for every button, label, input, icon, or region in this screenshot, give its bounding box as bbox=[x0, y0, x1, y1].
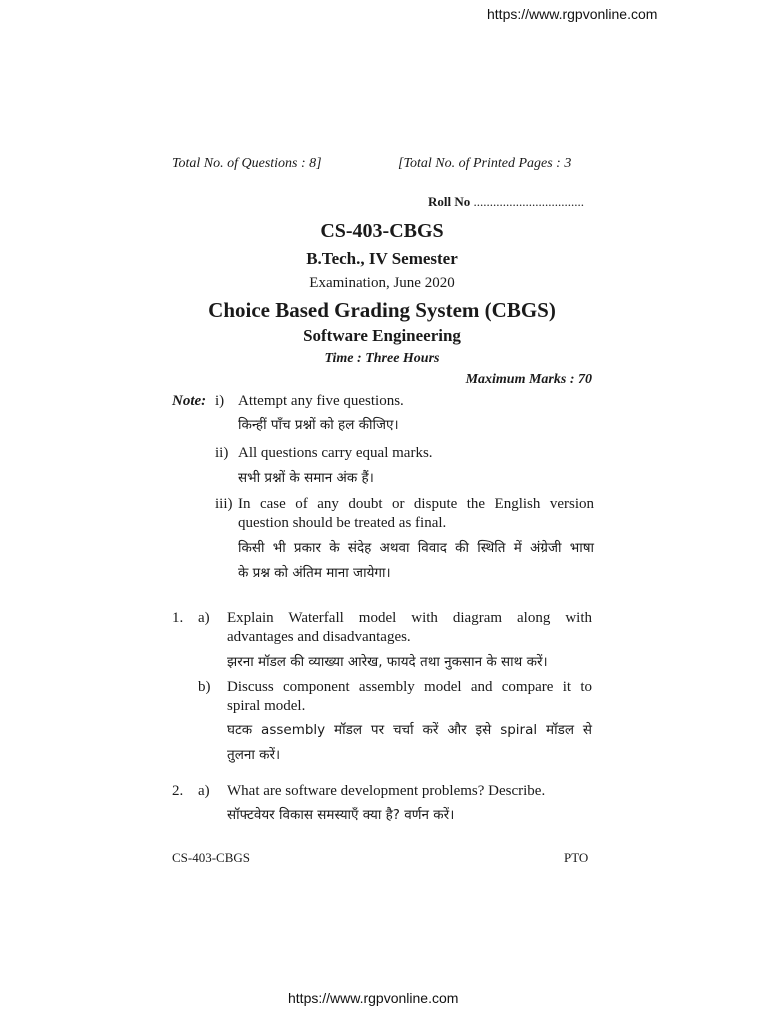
question-text-hi: झरना मॉडल की व्याख्या आरेख, फायदे तथा नुकसान के साथ करें। bbox=[227, 654, 548, 670]
note-text-en: All questions carry equal marks. bbox=[238, 445, 433, 461]
watermark-url-top: https://www.rgpvonline.com bbox=[487, 6, 658, 22]
note-text-hi: के प्रश्न को अंतिम माना जायेगा। bbox=[238, 565, 391, 581]
note-number: iii) bbox=[215, 496, 233, 512]
exam-duration: Time : Three Hours bbox=[324, 351, 440, 366]
note-text-hi: सभी प्रश्नों के समान अंक हैं। bbox=[238, 470, 374, 486]
footer-pto: PTO bbox=[564, 850, 589, 865]
note-number: ii) bbox=[215, 445, 229, 461]
question-part-label: b) bbox=[198, 679, 211, 695]
question-text-hi: घटक assembly मॉडल पर चर्चा करें और इसे spiral मॉडल से bbox=[227, 722, 592, 738]
roll-number-dots: .................................. bbox=[470, 194, 584, 209]
question-text-hi: सॉफ्टवेयर विकास समस्याएँ क्या है? वर्णन करें। bbox=[227, 807, 455, 823]
note-text-hi: किन्हीं पाँच प्रश्नों को हल कीजिए। bbox=[238, 417, 399, 433]
total-questions: Total No. of Questions : 8] bbox=[172, 156, 322, 171]
question-text-en: Discuss component assembly model and compare it to bbox=[227, 679, 592, 695]
exam-session: Examination, June 2020 bbox=[309, 275, 455, 291]
footer-paper-code: CS-403-CBGS bbox=[172, 850, 251, 865]
question-part-label: a) bbox=[198, 610, 210, 626]
question-text-en: advantages and disadvantages. bbox=[227, 629, 411, 645]
note-label: Note: bbox=[172, 393, 207, 409]
question-text-en: spiral model. bbox=[227, 698, 306, 714]
course-title: B.Tech., IV Semester bbox=[306, 249, 458, 268]
roll-number-label: Roll No bbox=[428, 194, 471, 209]
grading-system-title: Choice Based Grading System (CBGS) bbox=[208, 298, 556, 322]
question-text-hi: तुलना करें। bbox=[227, 747, 281, 763]
roll-number-field bbox=[428, 194, 584, 210]
question-number: 1. bbox=[172, 610, 184, 626]
note-text-en: Attempt any five questions. bbox=[238, 393, 404, 409]
note-text-en: In case of any doubt or dispute the English version bbox=[238, 496, 594, 512]
note-number: i) bbox=[215, 393, 225, 409]
maximum-marks: Maximum Marks : 70 bbox=[465, 372, 592, 387]
note-text-hi: किसी भी प्रकार के संदेह अथवा विवाद की स्थिति में अंग्रेजी भाषा bbox=[238, 540, 594, 556]
subject-title: Software Engineering bbox=[303, 326, 461, 345]
question-part-label: a) bbox=[198, 783, 210, 799]
watermark-url-bottom: https://www.rgpvonline.com bbox=[288, 990, 459, 1006]
total-pages: [Total No. of Printed Pages : 3 bbox=[398, 156, 572, 171]
note-text-en: question should be treated as final. bbox=[238, 515, 447, 531]
question-number: 2. bbox=[172, 783, 184, 799]
question-text-en: What are software development problems? Describe. bbox=[227, 783, 546, 799]
question-text-en: Explain Waterfall model with diagram along with bbox=[227, 610, 592, 626]
paper-code: CS-403-CBGS bbox=[320, 220, 444, 242]
